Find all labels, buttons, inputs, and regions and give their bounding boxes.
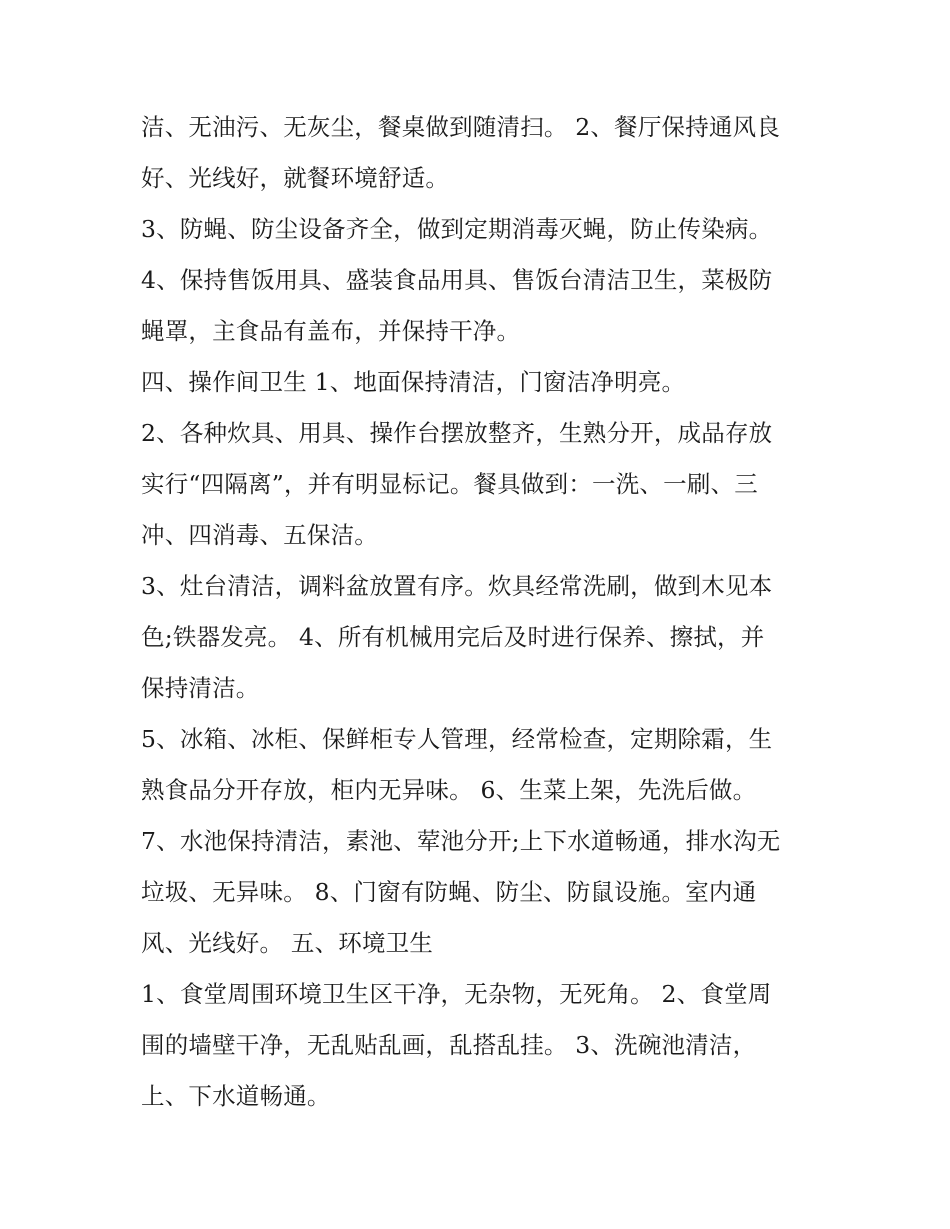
text-line: 好、光线好，就餐环境舒适。	[141, 164, 450, 192]
text-line: 3、灶台清洁，调料盆放置有序。炊具经常洗刷，做到木见本	[141, 572, 773, 600]
text-line: 实行“四隔离”，并有明显标记。餐具做到：一洗、一刷、三	[141, 470, 758, 498]
text-line: 1、食堂周围环境卫生区干净，无杂物，无死角。 2、食堂周	[141, 980, 772, 1008]
text-line: 上、下水道畅通。	[141, 1082, 331, 1110]
text-line: 垃圾、无异味。 8、门窗有防蝇、防尘、防鼠设施。室内通	[141, 878, 757, 906]
text-line: 冲、四消毒、五保洁。	[141, 521, 378, 549]
text-line: 洁、无油污、无灰尘，餐桌做到随清扫。 2、餐厅保持通风良	[141, 113, 781, 141]
section-heading-line: 四、操作间卫生 1、地面保持清洁，门窗洁净明亮。	[141, 368, 686, 396]
text-line: 5、冰箱、冰柜、保鲜柜专人管理，经常检查，定期除霜，生	[141, 725, 773, 753]
text-line: 熟食品分开存放，柜内无异味。 6、生菜上架，先洗后做。	[141, 776, 757, 804]
text-line: 2、各种炊具、用具、操作台摆放整齐，生熟分开，成品存放	[141, 419, 773, 447]
text-line: 7、水池保持清洁，素池、荤池分开;上下水道畅通，排水沟无	[141, 827, 781, 855]
text-line: 4、保持售饭用具、盛装食品用具、售饭台清洁卫生，菜极防	[141, 266, 773, 294]
text-line: 蝇罩，主食品有盖布，并保持干净。	[141, 317, 521, 345]
document-body	[141, 102, 821, 1122]
text-line: 色;铁器发亮。 4、所有机械用完后及时进行保养、擦拭，并	[141, 623, 765, 651]
text-line: 保持清洁。	[141, 674, 260, 702]
text-line: 围的墙壁干净，无乱贴乱画，乱搭乱挂。 3、洗碗池清洁，	[141, 1031, 757, 1059]
section-heading-line: 风、光线好。 五、环境卫生	[141, 929, 434, 957]
text-line: 3、防蝇、防尘设备齐全，做到定期消毒灭蝇，防止传染病。	[141, 215, 773, 243]
